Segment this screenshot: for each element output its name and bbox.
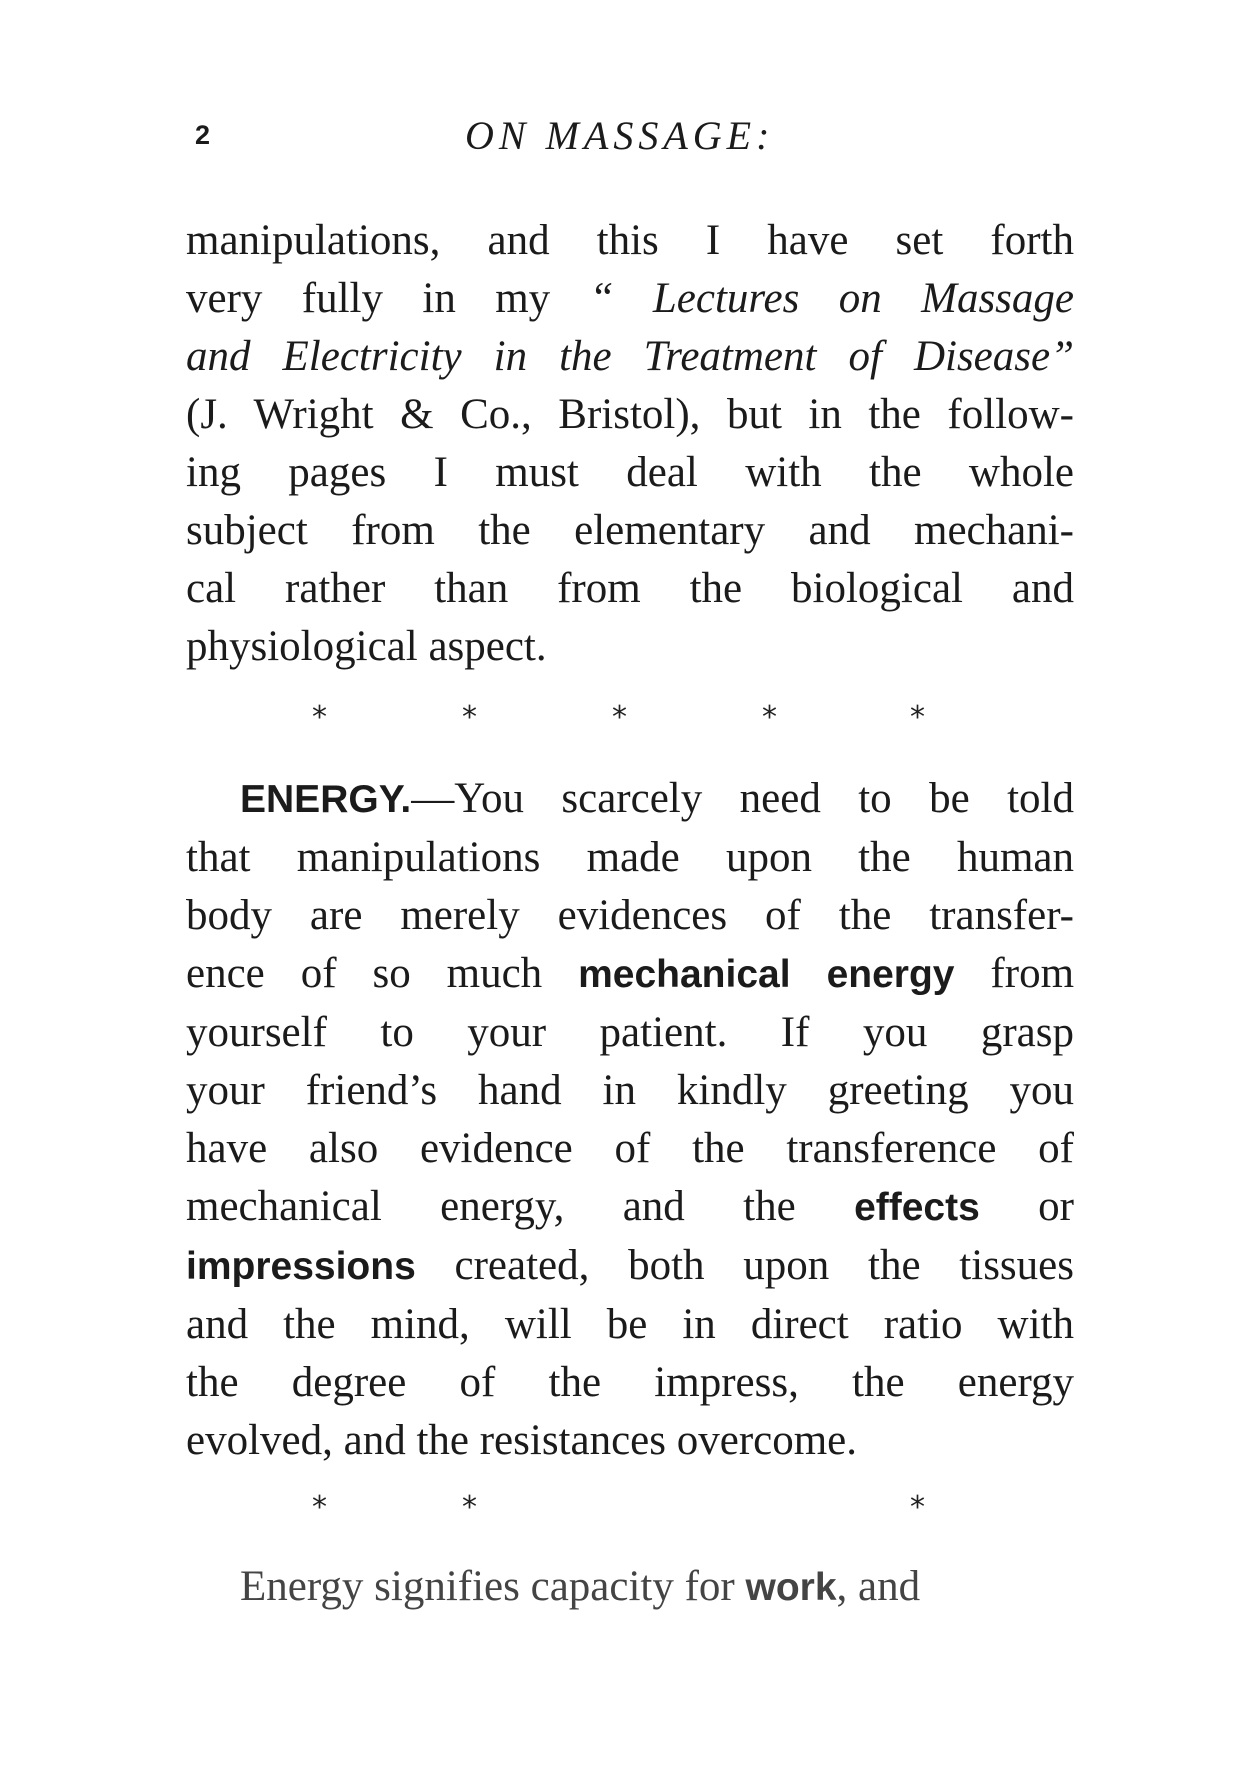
text-line: evolved, and the resistances overcome.	[186, 1417, 858, 1464]
separator-star: *	[910, 1490, 925, 1525]
text-span: from	[954, 950, 1075, 997]
text-line: the degree of the impress, the energy	[186, 1359, 1074, 1406]
book-title-italic: “ Lectures on Massage	[589, 275, 1074, 322]
running-head: ON MASSAGE:	[465, 113, 775, 158]
text-line: have also evidence of the transference of	[186, 1125, 1074, 1172]
text-line: subject from the elementary and mechani-	[186, 507, 1074, 554]
text-span: created, both upon the tissues	[415, 1242, 1074, 1289]
paragraph-intro	[186, 212, 1074, 676]
separator-star: *	[762, 700, 777, 735]
text-line	[186, 1237, 1074, 1296]
page-number: 2	[195, 120, 211, 150]
bold-term: work	[745, 1566, 837, 1609]
separator-star: *	[312, 700, 327, 735]
bold-term: effects	[854, 1186, 980, 1229]
separator-star: *	[462, 700, 477, 735]
text-line	[186, 1178, 1074, 1237]
text-line: manipulations, and this I have set forth	[186, 217, 1074, 264]
text-line: ing pages I must deal with the whole	[186, 449, 1074, 496]
text-line: (J. Wright & Co., Bristol), but in the follow-	[186, 391, 1074, 438]
text-span: ence of so much	[186, 950, 579, 997]
text-span: , and	[836, 1563, 921, 1610]
separator-star: *	[612, 700, 627, 735]
text-line	[186, 770, 1074, 829]
text-span: —You scarcely need to be told	[411, 775, 1074, 822]
section-separator	[0, 700, 1259, 740]
section-separator	[0, 1490, 1259, 1530]
text-line: your friend’s hand in kindly greeting you	[186, 1067, 1074, 1114]
text-span: mechanical energy, and the	[186, 1183, 855, 1230]
paragraph-work	[186, 1558, 1074, 1617]
text-span: or	[979, 1183, 1074, 1230]
text-line: cal rather than from the biological and	[186, 565, 1074, 612]
separator-star: *	[462, 1490, 477, 1525]
section-heading: ENERGY.	[240, 778, 412, 821]
text-line: body are merely evidences of the transfer-	[186, 892, 1074, 939]
text-line	[186, 270, 1074, 328]
bold-term: impressions	[186, 1245, 416, 1288]
text-line: physiological aspect.	[186, 623, 547, 670]
paragraph-energy	[186, 770, 1074, 1470]
separator-star: *	[910, 700, 925, 735]
text-span: very fully in my	[186, 275, 590, 322]
text-line: and the mind, will be in direct ratio with	[186, 1301, 1074, 1348]
text-span: Energy signifies capacity for	[240, 1563, 746, 1610]
text-line	[186, 1558, 1074, 1617]
page-header	[195, 112, 1075, 168]
book-title-italic: and Electricity in the Treatment of Disease”	[186, 333, 1074, 380]
text-line: yourself to your patient. If you grasp	[186, 1009, 1074, 1056]
separator-star: *	[312, 1490, 327, 1525]
text-line	[186, 945, 1074, 1004]
text-line: that manipulations made upon the human	[186, 834, 1074, 881]
bold-term: mechanical energy	[578, 953, 955, 996]
